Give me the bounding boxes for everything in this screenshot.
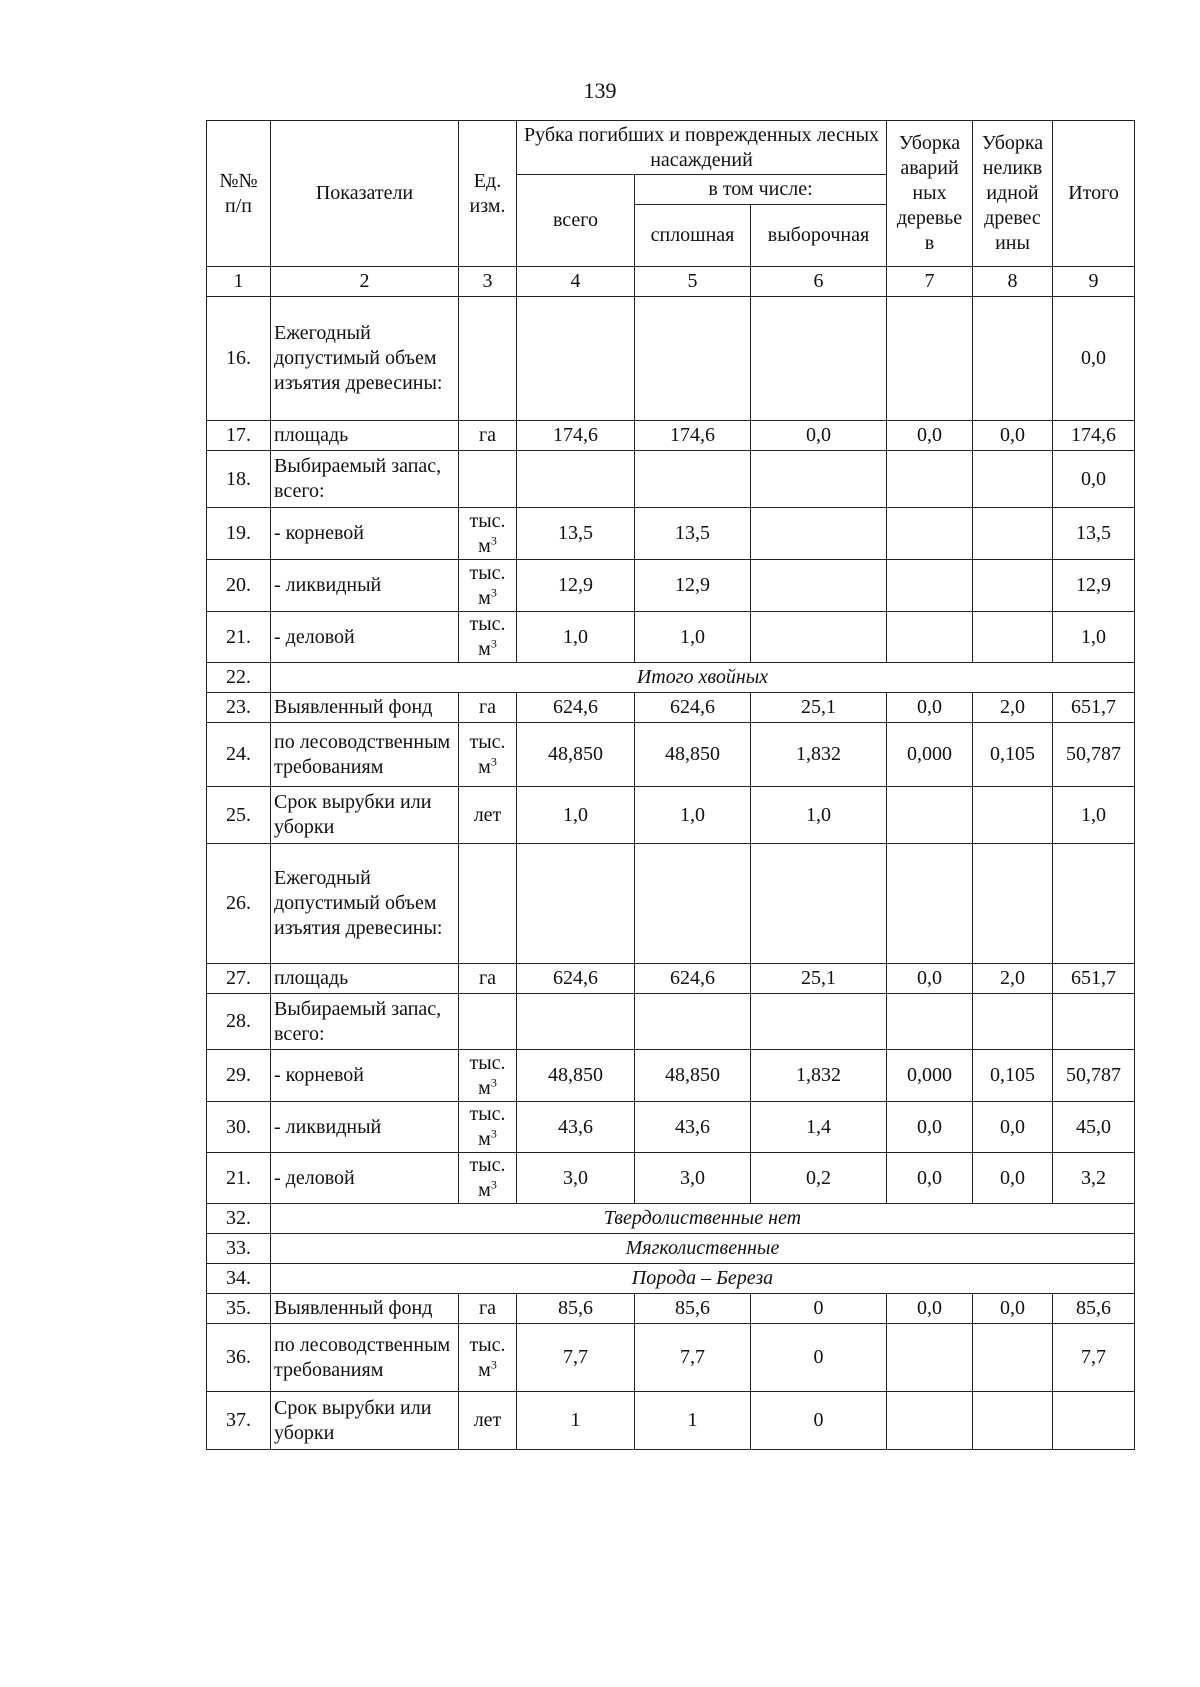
value-cell — [887, 1392, 973, 1450]
row-number: 37. — [207, 1392, 271, 1450]
value-cell: 13,5 — [1053, 508, 1135, 560]
unit-cell — [459, 844, 517, 964]
table-row — [207, 787, 1135, 844]
unit-cell — [459, 508, 517, 560]
value-cell — [1053, 844, 1135, 964]
indicator-name: Выявленный фонд — [271, 693, 459, 723]
unit-superscript: 3 — [490, 1356, 497, 1371]
header-colnum: 2 — [271, 267, 459, 297]
value-cell — [1053, 1392, 1135, 1450]
header-group-title: Рубка погибших и поврежденных лесных насаждений — [517, 121, 887, 175]
value-cell: 1,0 — [517, 612, 635, 663]
row-number: 32. — [207, 1204, 271, 1234]
unit-superscript: 3 — [490, 753, 497, 768]
table-row — [207, 1204, 1135, 1234]
row-number: 19. — [207, 508, 271, 560]
value-cell — [751, 560, 887, 612]
table-row — [207, 451, 1135, 508]
unit-cell — [459, 1050, 517, 1102]
value-cell: 0,105 — [973, 1050, 1053, 1102]
header-colnum: 4 — [517, 267, 635, 297]
value-cell — [635, 994, 751, 1050]
value-cell: 624,6 — [635, 693, 751, 723]
value-cell — [517, 994, 635, 1050]
value-cell: 50,787 — [1053, 1050, 1135, 1102]
value-cell: 0,000 — [887, 1050, 973, 1102]
indicator-name: Выявленный фонд — [271, 1294, 459, 1324]
unit-cell — [459, 723, 517, 787]
value-cell: 0,0 — [887, 421, 973, 451]
header-colnum: 5 — [635, 267, 751, 297]
row-number: 20. — [207, 560, 271, 612]
header-colnum: 1 — [207, 267, 271, 297]
table-row — [207, 693, 1135, 723]
value-cell: 1 — [517, 1392, 635, 1450]
row-number: 29. — [207, 1050, 271, 1102]
header-num: №№ п/п — [207, 121, 271, 267]
indicator-name: Срок вырубки или уборки — [271, 787, 459, 844]
value-cell: 13,5 — [635, 508, 751, 560]
value-cell: 7,7 — [517, 1324, 635, 1392]
unit-cell — [459, 560, 517, 612]
indicator-name: по лесоводственным требованиям — [271, 723, 459, 787]
indicator-name: - корневой — [271, 508, 459, 560]
indicator-name: - корневой — [271, 1050, 459, 1102]
value-cell: 12,9 — [635, 560, 751, 612]
indicator-name: - ликвидный — [271, 560, 459, 612]
header-clear: сплошная — [635, 205, 751, 267]
unit-cell — [459, 787, 517, 844]
value-cell — [973, 560, 1053, 612]
header-colnum: 8 — [973, 267, 1053, 297]
value-cell — [973, 451, 1053, 508]
unit-text: тыс. м — [469, 1154, 506, 1201]
indicator-name: Ежегодный допустимый объем изъятия древесины: — [271, 297, 459, 421]
value-cell: 0,2 — [751, 1153, 887, 1204]
row-number: 21. — [207, 612, 271, 663]
value-cell: 0,0 — [887, 1153, 973, 1204]
unit-cell — [459, 1153, 517, 1204]
value-cell: 174,6 — [517, 421, 635, 451]
table-body — [207, 297, 1135, 1450]
value-cell — [751, 451, 887, 508]
section-title: Порода – Береза — [271, 1264, 1135, 1294]
value-cell — [887, 297, 973, 421]
table-row — [207, 560, 1135, 612]
section-title: Итого хвойных — [271, 663, 1135, 693]
value-cell — [973, 612, 1053, 663]
value-cell — [973, 787, 1053, 844]
value-cell: 0 — [751, 1392, 887, 1450]
value-cell: 3,0 — [635, 1153, 751, 1204]
unit-cell — [459, 994, 517, 1050]
value-cell — [887, 508, 973, 560]
value-cell: 1,4 — [751, 1102, 887, 1153]
header-total4: всего — [517, 175, 635, 267]
row-number: 26. — [207, 844, 271, 964]
indicator-name: Срок вырубки или уборки — [271, 1392, 459, 1450]
unit-cell — [459, 1294, 517, 1324]
row-number: 23. — [207, 693, 271, 723]
unit-cell — [459, 1102, 517, 1153]
value-cell: 651,7 — [1053, 964, 1135, 994]
value-cell: 0,0 — [887, 964, 973, 994]
value-cell: 12,9 — [517, 560, 635, 612]
header-colnum: 7 — [887, 267, 973, 297]
table-row — [207, 1294, 1135, 1324]
row-number: 33. — [207, 1234, 271, 1264]
unit-text: тыс. м — [469, 730, 506, 778]
value-cell — [887, 787, 973, 844]
value-cell: 651,7 — [1053, 693, 1135, 723]
header-illiquid: Уборка неликв идной древес ины — [973, 121, 1053, 267]
value-cell: 1,0 — [751, 787, 887, 844]
value-cell: 0,0 — [887, 1294, 973, 1324]
row-number: 25. — [207, 787, 271, 844]
unit-text: тыс. м — [469, 1333, 506, 1381]
row-number: 28. — [207, 994, 271, 1050]
row-number: 16. — [207, 297, 271, 421]
value-cell: 7,7 — [1053, 1324, 1135, 1392]
value-cell — [887, 612, 973, 663]
value-cell — [517, 844, 635, 964]
value-cell — [517, 297, 635, 421]
value-cell — [887, 1324, 973, 1392]
value-cell: 624,6 — [635, 964, 751, 994]
unit-superscript: 3 — [490, 532, 497, 547]
value-cell — [973, 994, 1053, 1050]
value-cell — [887, 844, 973, 964]
indicator-name: - ликвидный — [271, 1102, 459, 1153]
table-row — [207, 1102, 1135, 1153]
table-row — [207, 1264, 1135, 1294]
value-cell — [635, 297, 751, 421]
value-cell: 3,2 — [1053, 1153, 1135, 1204]
row-number: 18. — [207, 451, 271, 508]
unit-text: тыс. м — [469, 561, 506, 609]
unit-superscript: 3 — [490, 584, 497, 599]
row-number: 24. — [207, 723, 271, 787]
value-cell: 624,6 — [517, 964, 635, 994]
unit-cell — [459, 612, 517, 663]
value-cell — [973, 1392, 1053, 1450]
value-cell: 1,0 — [635, 787, 751, 844]
unit-text: лет — [473, 1409, 502, 1431]
value-cell: 25,1 — [751, 693, 887, 723]
unit-cell — [459, 964, 517, 994]
value-cell — [1053, 994, 1135, 1050]
row-number: 36. — [207, 1324, 271, 1392]
table-row — [207, 1234, 1135, 1264]
value-cell: 12,9 — [1053, 560, 1135, 612]
value-cell — [887, 451, 973, 508]
unit-text: га — [478, 424, 497, 446]
value-cell: 7,7 — [635, 1324, 751, 1392]
value-cell: 0,0 — [1053, 451, 1135, 508]
value-cell: 0 — [751, 1294, 887, 1324]
value-cell: 0,0 — [973, 1102, 1053, 1153]
unit-cell — [459, 451, 517, 508]
unit-text: га — [478, 967, 497, 989]
value-cell: 48,850 — [517, 1050, 635, 1102]
value-cell: 2,0 — [973, 964, 1053, 994]
unit-cell — [459, 1392, 517, 1450]
section-title: Твердолиственные нет — [271, 1204, 1135, 1234]
value-cell — [635, 451, 751, 508]
header-colnum: 9 — [1053, 267, 1135, 297]
unit-cell — [459, 693, 517, 723]
unit-cell — [459, 297, 517, 421]
value-cell: 1 — [635, 1392, 751, 1450]
value-cell: 48,850 — [635, 1050, 751, 1102]
row-number: 30. — [207, 1102, 271, 1153]
value-cell: 0,0 — [1053, 297, 1135, 421]
header-emergency: Уборка аварий ных деревье в — [887, 121, 973, 267]
indicator-name: Выбираемый запас, всего: — [271, 994, 459, 1050]
value-cell: 48,850 — [517, 723, 635, 787]
table-row — [207, 612, 1135, 663]
value-cell: 0,0 — [887, 1102, 973, 1153]
table-row — [207, 964, 1135, 994]
table-row — [207, 1153, 1135, 1204]
table-row — [207, 994, 1135, 1050]
value-cell: 1,0 — [635, 612, 751, 663]
value-cell: 624,6 — [517, 693, 635, 723]
indicator-name: площадь — [271, 964, 459, 994]
value-cell: 174,6 — [1053, 421, 1135, 451]
value-cell: 0,0 — [751, 421, 887, 451]
unit-cell — [459, 421, 517, 451]
unit-text: тыс. м — [469, 509, 506, 557]
forest-harvest-table — [206, 120, 1135, 1450]
value-cell: 1,0 — [517, 787, 635, 844]
table-row — [207, 844, 1135, 964]
row-number: 17. — [207, 421, 271, 451]
unit-text: лет — [473, 803, 502, 826]
value-cell — [751, 297, 887, 421]
table-row — [207, 1392, 1135, 1450]
section-title: Мягколиственные — [271, 1234, 1135, 1264]
table-row — [207, 663, 1135, 693]
indicator-name: по лесоводственным требованиям — [271, 1324, 459, 1392]
row-number: 27. — [207, 964, 271, 994]
value-cell — [887, 560, 973, 612]
table-row — [207, 297, 1135, 421]
unit-text: га — [478, 696, 497, 718]
value-cell: 85,6 — [635, 1294, 751, 1324]
table-header — [207, 121, 1135, 297]
value-cell — [517, 451, 635, 508]
value-cell: 3,0 — [517, 1153, 635, 1204]
indicator-name: - деловой — [271, 612, 459, 663]
value-cell: 1,0 — [1053, 612, 1135, 663]
header-subgroup: в том числе: — [635, 175, 887, 205]
header-colnum: 3 — [459, 267, 517, 297]
unit-superscript: 3 — [490, 636, 497, 651]
row-number: 34. — [207, 1264, 271, 1294]
value-cell: 1,832 — [751, 1050, 887, 1102]
value-cell — [751, 612, 887, 663]
value-cell: 25,1 — [751, 964, 887, 994]
value-cell: 85,6 — [1053, 1294, 1135, 1324]
value-cell — [751, 508, 887, 560]
value-cell — [973, 1324, 1053, 1392]
value-cell: 0,0 — [973, 421, 1053, 451]
row-number: 35. — [207, 1294, 271, 1324]
value-cell — [973, 508, 1053, 560]
value-cell: 0 — [751, 1324, 887, 1392]
value-cell — [973, 297, 1053, 421]
value-cell: 1,0 — [1053, 787, 1135, 844]
value-cell — [751, 994, 887, 1050]
value-cell: 0,000 — [887, 723, 973, 787]
header-unit: Ед. изм. — [459, 121, 517, 267]
row-number: 22. — [207, 663, 271, 693]
unit-text: га — [478, 1297, 497, 1319]
table-row — [207, 723, 1135, 787]
value-cell: 1,832 — [751, 723, 887, 787]
value-cell: 0,0 — [973, 1294, 1053, 1324]
value-cell: 48,850 — [635, 723, 751, 787]
value-cell: 85,6 — [517, 1294, 635, 1324]
unit-superscript: 3 — [490, 1177, 497, 1192]
header-number-row — [207, 267, 1135, 297]
value-cell: 45,0 — [1053, 1102, 1135, 1153]
unit-superscript: 3 — [490, 1074, 497, 1089]
value-cell — [973, 844, 1053, 964]
header-select: выборочная — [751, 205, 887, 267]
table-row — [207, 1050, 1135, 1102]
value-cell: 0,0 — [973, 1153, 1053, 1204]
unit-superscript: 3 — [490, 1126, 497, 1141]
indicator-name: - деловой — [271, 1153, 459, 1204]
value-cell: 174,6 — [635, 421, 751, 451]
indicator-name: площадь — [271, 421, 459, 451]
indicator-name: Ежегодный допустимый объем изъятия древесины: — [271, 844, 459, 964]
row-number: 21. — [207, 1153, 271, 1204]
value-cell — [635, 844, 751, 964]
unit-text: тыс. м — [469, 1103, 506, 1150]
value-cell: 50,787 — [1053, 723, 1135, 787]
header-colnum: 6 — [751, 267, 887, 297]
value-cell: 43,6 — [517, 1102, 635, 1153]
table-row — [207, 421, 1135, 451]
value-cell: 0,105 — [973, 723, 1053, 787]
value-cell: 43,6 — [635, 1102, 751, 1153]
unit-text: тыс. м — [469, 1051, 506, 1099]
table-row — [207, 508, 1135, 560]
header-itogo: Итого — [1053, 121, 1135, 267]
table-row — [207, 1324, 1135, 1392]
value-cell: 2,0 — [973, 693, 1053, 723]
indicator-name: Выбираемый запас, всего: — [271, 451, 459, 508]
page-number: 139 — [583, 78, 617, 103]
value-cell: 13,5 — [517, 508, 635, 560]
value-cell — [887, 994, 973, 1050]
header-indicator: Показатели — [271, 121, 459, 267]
unit-cell — [459, 1324, 517, 1392]
unit-text: тыс. м — [469, 613, 506, 660]
value-cell: 0,0 — [887, 693, 973, 723]
value-cell — [751, 844, 887, 964]
